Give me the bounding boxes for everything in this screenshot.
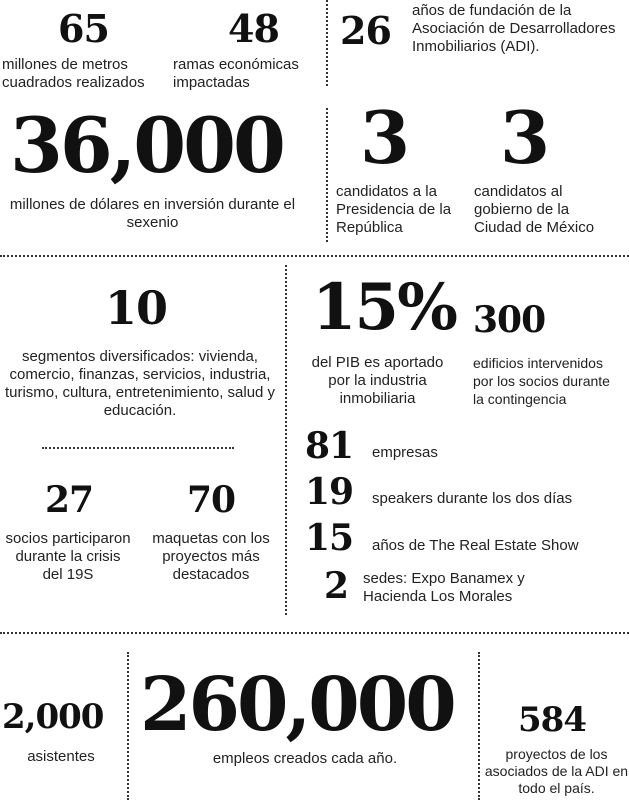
stat-number: 10 xyxy=(105,281,168,335)
stat-number: 48 xyxy=(228,6,279,51)
stat-number: 19 xyxy=(305,471,354,513)
stat-number: 15 xyxy=(305,517,354,559)
stat-number: 2,000 xyxy=(2,697,104,737)
divider-top-vertical xyxy=(326,0,328,86)
divider-bottom-left xyxy=(127,652,129,800)
stat-label: maquetas con los proyectos más destacados xyxy=(152,530,270,583)
stat-label: speakers durante los dos días xyxy=(372,490,573,507)
stat-label: ramas económicas impactadas xyxy=(173,56,299,91)
divider-middle-left-short xyxy=(42,447,234,449)
divider-bottom-right xyxy=(478,652,480,800)
stat-label: sedes: Expo Banamex y Hacienda Los Morales xyxy=(363,570,525,605)
divider-horizontal-2 xyxy=(0,632,629,634)
divider-middle-vertical xyxy=(285,265,287,615)
stat-label: edificios intervenidos por los socios durante la contingencia xyxy=(473,355,610,407)
stat-label: años de The Real Estate Show xyxy=(372,537,579,554)
stat-number: 15% xyxy=(312,270,456,345)
divider-top-vertical-lower xyxy=(326,108,328,242)
stat-label: millones de dólares en inversión durante el sexenio xyxy=(9,196,296,231)
stat-label: proyectos de los asociados de la ADI en todo el país. xyxy=(484,746,629,796)
stat-label: candidatos a la Presidencia de la República xyxy=(336,183,452,236)
stat-label: socios participaron durante la crisis del 19S xyxy=(5,530,131,583)
stat-label: empresas xyxy=(372,444,438,461)
stat-number: 81 xyxy=(305,425,354,467)
divider-horizontal-1 xyxy=(0,255,629,257)
stat-number: 26 xyxy=(340,8,391,53)
stat-number: 36,000 xyxy=(10,101,283,190)
stat-label: candidatos al gobierno de la Ciudad de México xyxy=(474,183,595,236)
stat-number: 70 xyxy=(187,479,236,521)
stat-label: segmentos diversificados: vivienda, comercio, finanzas, servicios, industria, turismo, cultura, entretenimiento, salud y educación. xyxy=(4,348,276,419)
stat-number: 3 xyxy=(500,95,550,180)
stat-number: 65 xyxy=(58,6,109,51)
stat-number: 3 xyxy=(360,95,410,180)
stat-number: 2 xyxy=(324,565,349,607)
stat-number: 27 xyxy=(45,479,94,521)
stat-label: años de fundación de la Asociación de Desarrolladores Inmobiliarios (ADI). xyxy=(412,2,616,55)
stat-label: del PIB es aportado por la industria inmobiliaria xyxy=(311,354,444,407)
stat-label: empleos creados cada año. xyxy=(212,750,398,767)
stat-number: 300 xyxy=(473,299,546,341)
stat-number: 260,000 xyxy=(140,662,454,748)
stat-number: 584 xyxy=(518,700,586,740)
stat-label: millones de metros cuadrados realizados xyxy=(2,56,145,91)
stat-label: asistentes xyxy=(27,748,95,765)
